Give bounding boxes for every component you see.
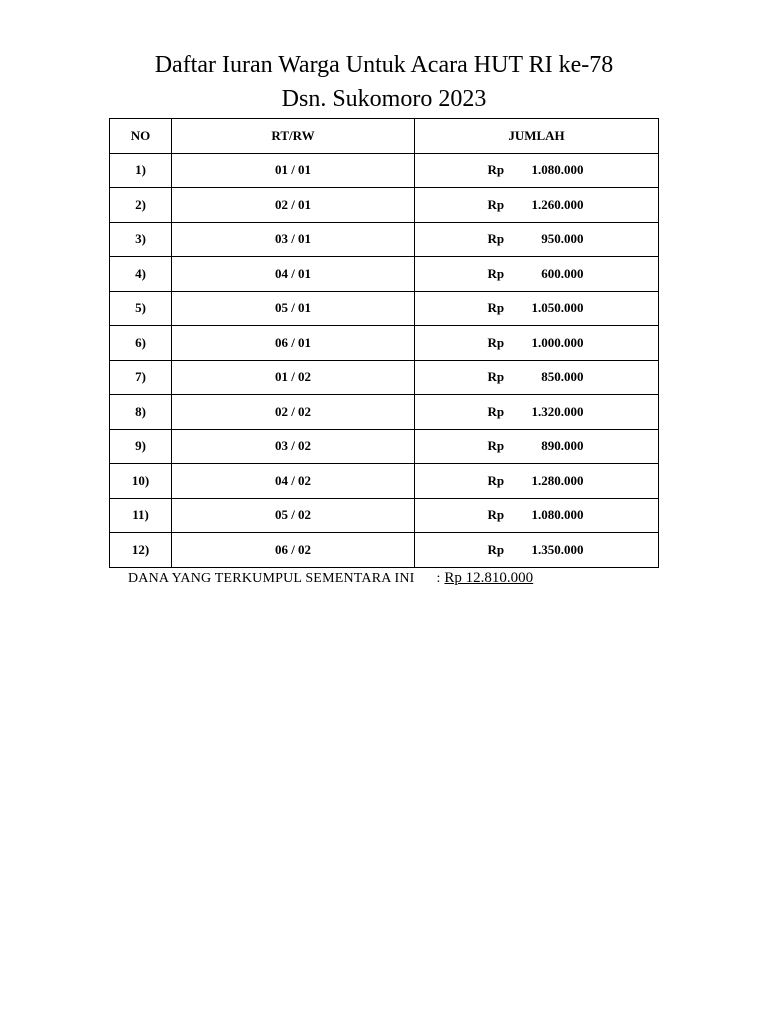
currency-symbol: Rp — [487, 162, 505, 178]
amount — [488, 335, 586, 351]
cell-jumlah — [415, 188, 659, 223]
table-row — [110, 464, 659, 499]
cell-no: 8) — [110, 395, 172, 430]
amount-value: 600.000 — [541, 265, 584, 281]
cell-jumlah — [415, 498, 659, 533]
amount — [488, 162, 586, 178]
amount-value: 1.080.000 — [531, 507, 584, 523]
cell-rtrw: 03 / 01 — [172, 222, 415, 257]
amount — [488, 542, 586, 558]
cell-jumlah — [415, 464, 659, 499]
table-row — [110, 153, 659, 188]
cell-jumlah — [415, 326, 659, 361]
cell-jumlah — [415, 257, 659, 292]
cell-no: 6) — [110, 326, 172, 361]
summary-label: DANA YANG TERKUMPUL SEMENTARA INI — [128, 571, 415, 586]
table-row — [110, 429, 659, 464]
cell-rtrw: 01 / 01 — [172, 153, 415, 188]
table-body — [110, 153, 659, 567]
currency-symbol: Rp — [487, 196, 505, 212]
cell-rtrw: 01 / 02 — [172, 360, 415, 395]
table-header — [110, 119, 659, 154]
cell-jumlah — [415, 360, 659, 395]
table-row — [110, 257, 659, 292]
amount-value: 1.350.000 — [531, 541, 584, 557]
amount-value: 1.050.000 — [531, 300, 584, 316]
cell-rtrw: 02 / 01 — [172, 188, 415, 223]
currency-symbol: Rp — [487, 231, 505, 247]
amount-value: 950.000 — [541, 231, 584, 247]
currency-symbol: Rp — [487, 300, 505, 316]
cell-rtrw: 06 / 01 — [172, 326, 415, 361]
currency-symbol: Rp — [487, 541, 505, 557]
amount — [488, 438, 586, 454]
column-header-no: NO — [110, 119, 172, 154]
cell-jumlah — [415, 153, 659, 188]
amount-value: 890.000 — [541, 438, 584, 454]
amount-value: 1.260.000 — [531, 196, 584, 212]
column-header-rtrw: RT/RW — [172, 119, 415, 154]
amount — [488, 300, 586, 316]
amount — [488, 507, 586, 523]
cell-no: 3) — [110, 222, 172, 257]
table-row — [110, 222, 659, 257]
cell-jumlah — [415, 429, 659, 464]
table-row — [110, 498, 659, 533]
amount-value: 1.000.000 — [531, 334, 584, 350]
dues-table — [109, 118, 659, 568]
cell-no: 5) — [110, 291, 172, 326]
cell-jumlah — [415, 533, 659, 568]
cell-rtrw: 03 / 02 — [172, 429, 415, 464]
cell-no: 10) — [110, 464, 172, 499]
cell-rtrw: 04 / 01 — [172, 257, 415, 292]
table-row — [110, 188, 659, 223]
amount-value: 1.080.000 — [531, 162, 584, 178]
table-row — [110, 291, 659, 326]
cell-no: 1) — [110, 153, 172, 188]
currency-symbol: Rp — [487, 438, 505, 454]
amount — [488, 473, 586, 489]
currency-symbol: Rp — [487, 369, 505, 385]
cell-no: 2) — [110, 188, 172, 223]
cell-jumlah — [415, 222, 659, 257]
cell-no: 12) — [110, 533, 172, 568]
amount — [488, 266, 586, 282]
cell-rtrw: 05 / 02 — [172, 498, 415, 533]
cell-no: 4) — [110, 257, 172, 292]
table-row — [110, 360, 659, 395]
currency-symbol: Rp — [487, 472, 505, 488]
amount — [488, 369, 586, 385]
amount-value: 1.320.000 — [531, 403, 584, 419]
cell-rtrw: 02 / 02 — [172, 395, 415, 430]
document-title: Daftar Iuran Warga Untuk Acara HUT RI ke-78 — [154, 52, 614, 78]
header-row — [110, 119, 659, 154]
table-row — [110, 395, 659, 430]
amount — [488, 404, 586, 420]
cell-no: 7) — [110, 360, 172, 395]
amount — [488, 197, 586, 213]
currency-symbol: Rp — [487, 507, 505, 523]
currency-symbol: Rp — [487, 265, 505, 281]
cell-jumlah — [415, 291, 659, 326]
summary-line — [128, 568, 533, 589]
cell-rtrw: 05 / 01 — [172, 291, 415, 326]
amount-value: 1.280.000 — [531, 472, 584, 488]
table-row — [110, 326, 659, 361]
currency-symbol: Rp — [487, 334, 505, 350]
cell-rtrw: 04 / 02 — [172, 464, 415, 499]
document-subtitle: Dsn. Sukomoro 2023 — [281, 86, 487, 112]
summary-separator: : — [436, 571, 441, 586]
amount-value: 850.000 — [541, 369, 584, 385]
column-header-jumlah: JUMLAH — [415, 119, 659, 154]
amount — [488, 231, 586, 247]
summary-total: Rp 12.810.000 — [444, 570, 534, 586]
currency-symbol: Rp — [487, 403, 505, 419]
cell-jumlah — [415, 395, 659, 430]
cell-rtrw: 06 / 02 — [172, 533, 415, 568]
table-row — [110, 533, 659, 568]
cell-no: 11) — [110, 498, 172, 533]
cell-no: 9) — [110, 429, 172, 464]
